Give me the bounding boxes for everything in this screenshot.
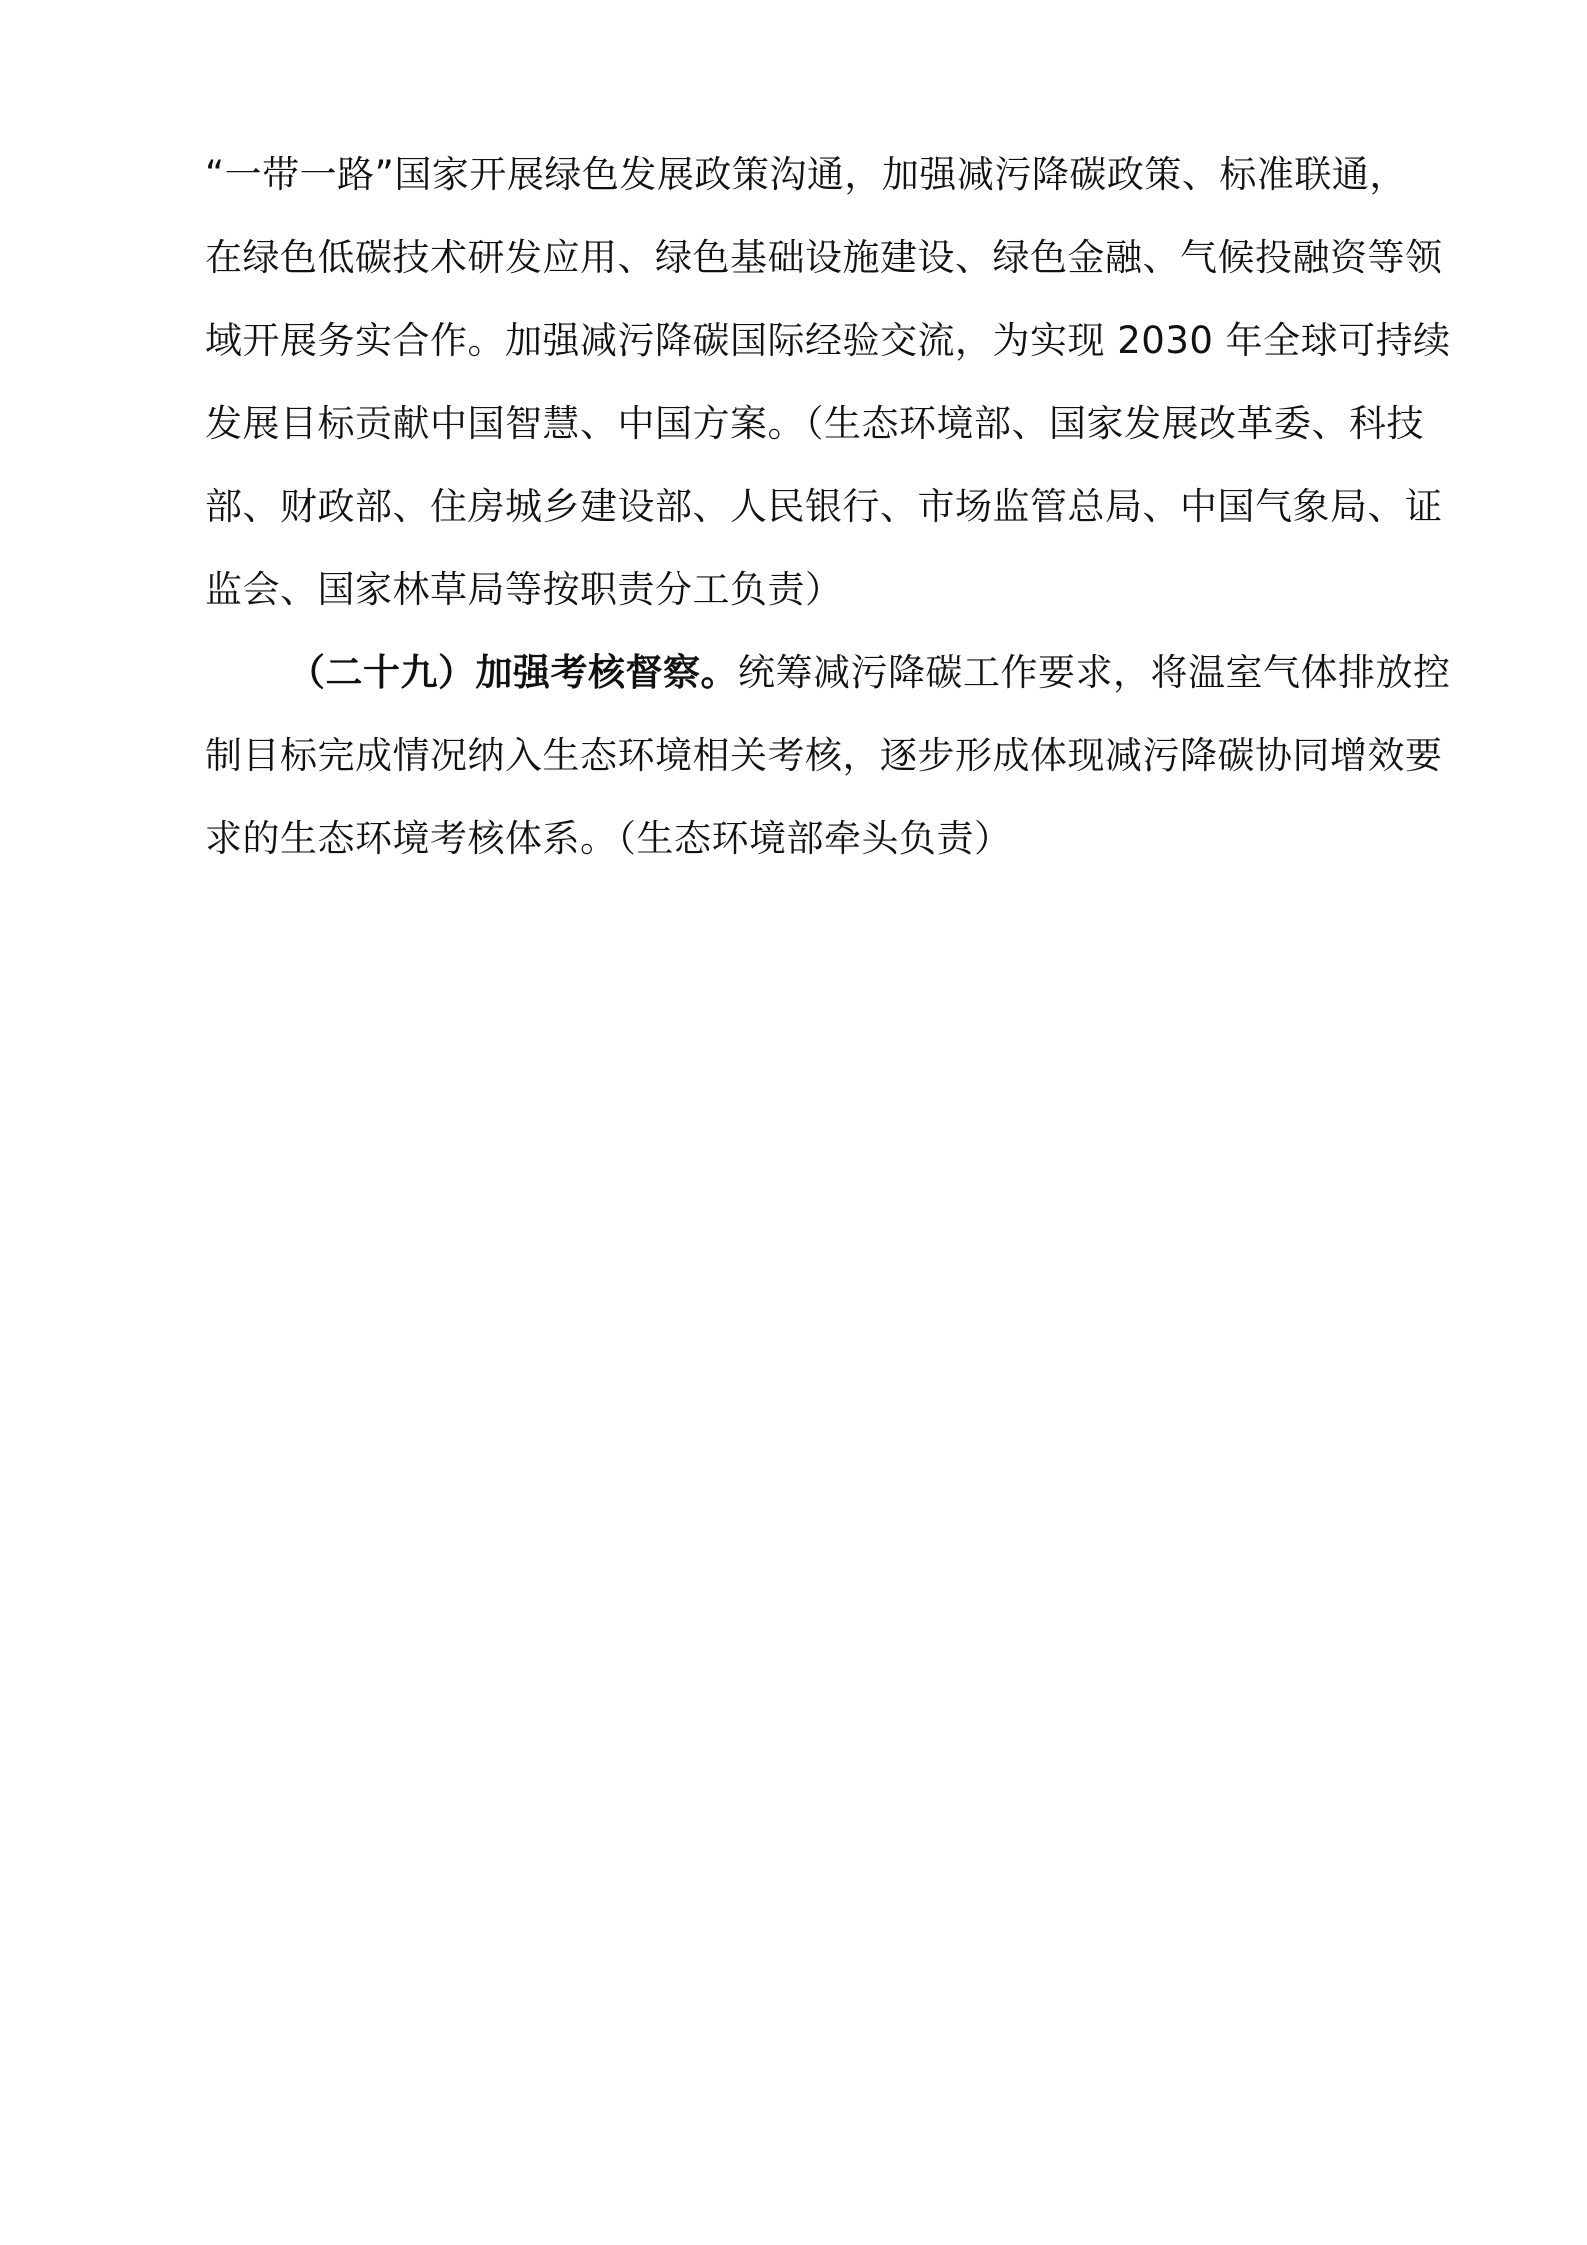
paragraph-1-line-2: 在绿色低碳技术研发应用、绿色基础设施建设、绿色金融、气候投融资等领 [205,236,1443,279]
paragraph-1-line-3: 域开展务实合作。加强减污降碳国际经验交流，为实现 2030 年全球可持续 [205,319,1451,362]
paragraph-1-line-5: 部、财政部、住房城乡建设部、人民银行、市场监管总局、中国气象局、证 [205,485,1443,528]
paragraph-1-line-4: 发展目标贡献中国智慧、中国方案。（生态环境部、国家发展改革委、科技 [205,402,1424,445]
paragraph-2-line-3: 求的生态环境考核体系。（生态环境部牵头负责） [205,817,1012,860]
paragraph-2-line-1-text: 统筹减污降碳工作要求，将温室气体排放控 [738,651,1451,694]
paragraph-1-line-6: 监会、国家林草局等按职责分工负责） [205,568,843,611]
paragraph-2-line-1 [288,643,1451,703]
paragraph-1-line-1: “一带一路”国家开展绿色发展政策沟通，加强减污降碳政策、标准联通， [205,153,1407,196]
section-heading: （二十九）加强考核督察。 [288,651,738,694]
paragraph-2-line-2: 制目标完成情况纳入生态环境相关考核，逐步形成体现减污降碳协同增效要 [205,734,1443,777]
